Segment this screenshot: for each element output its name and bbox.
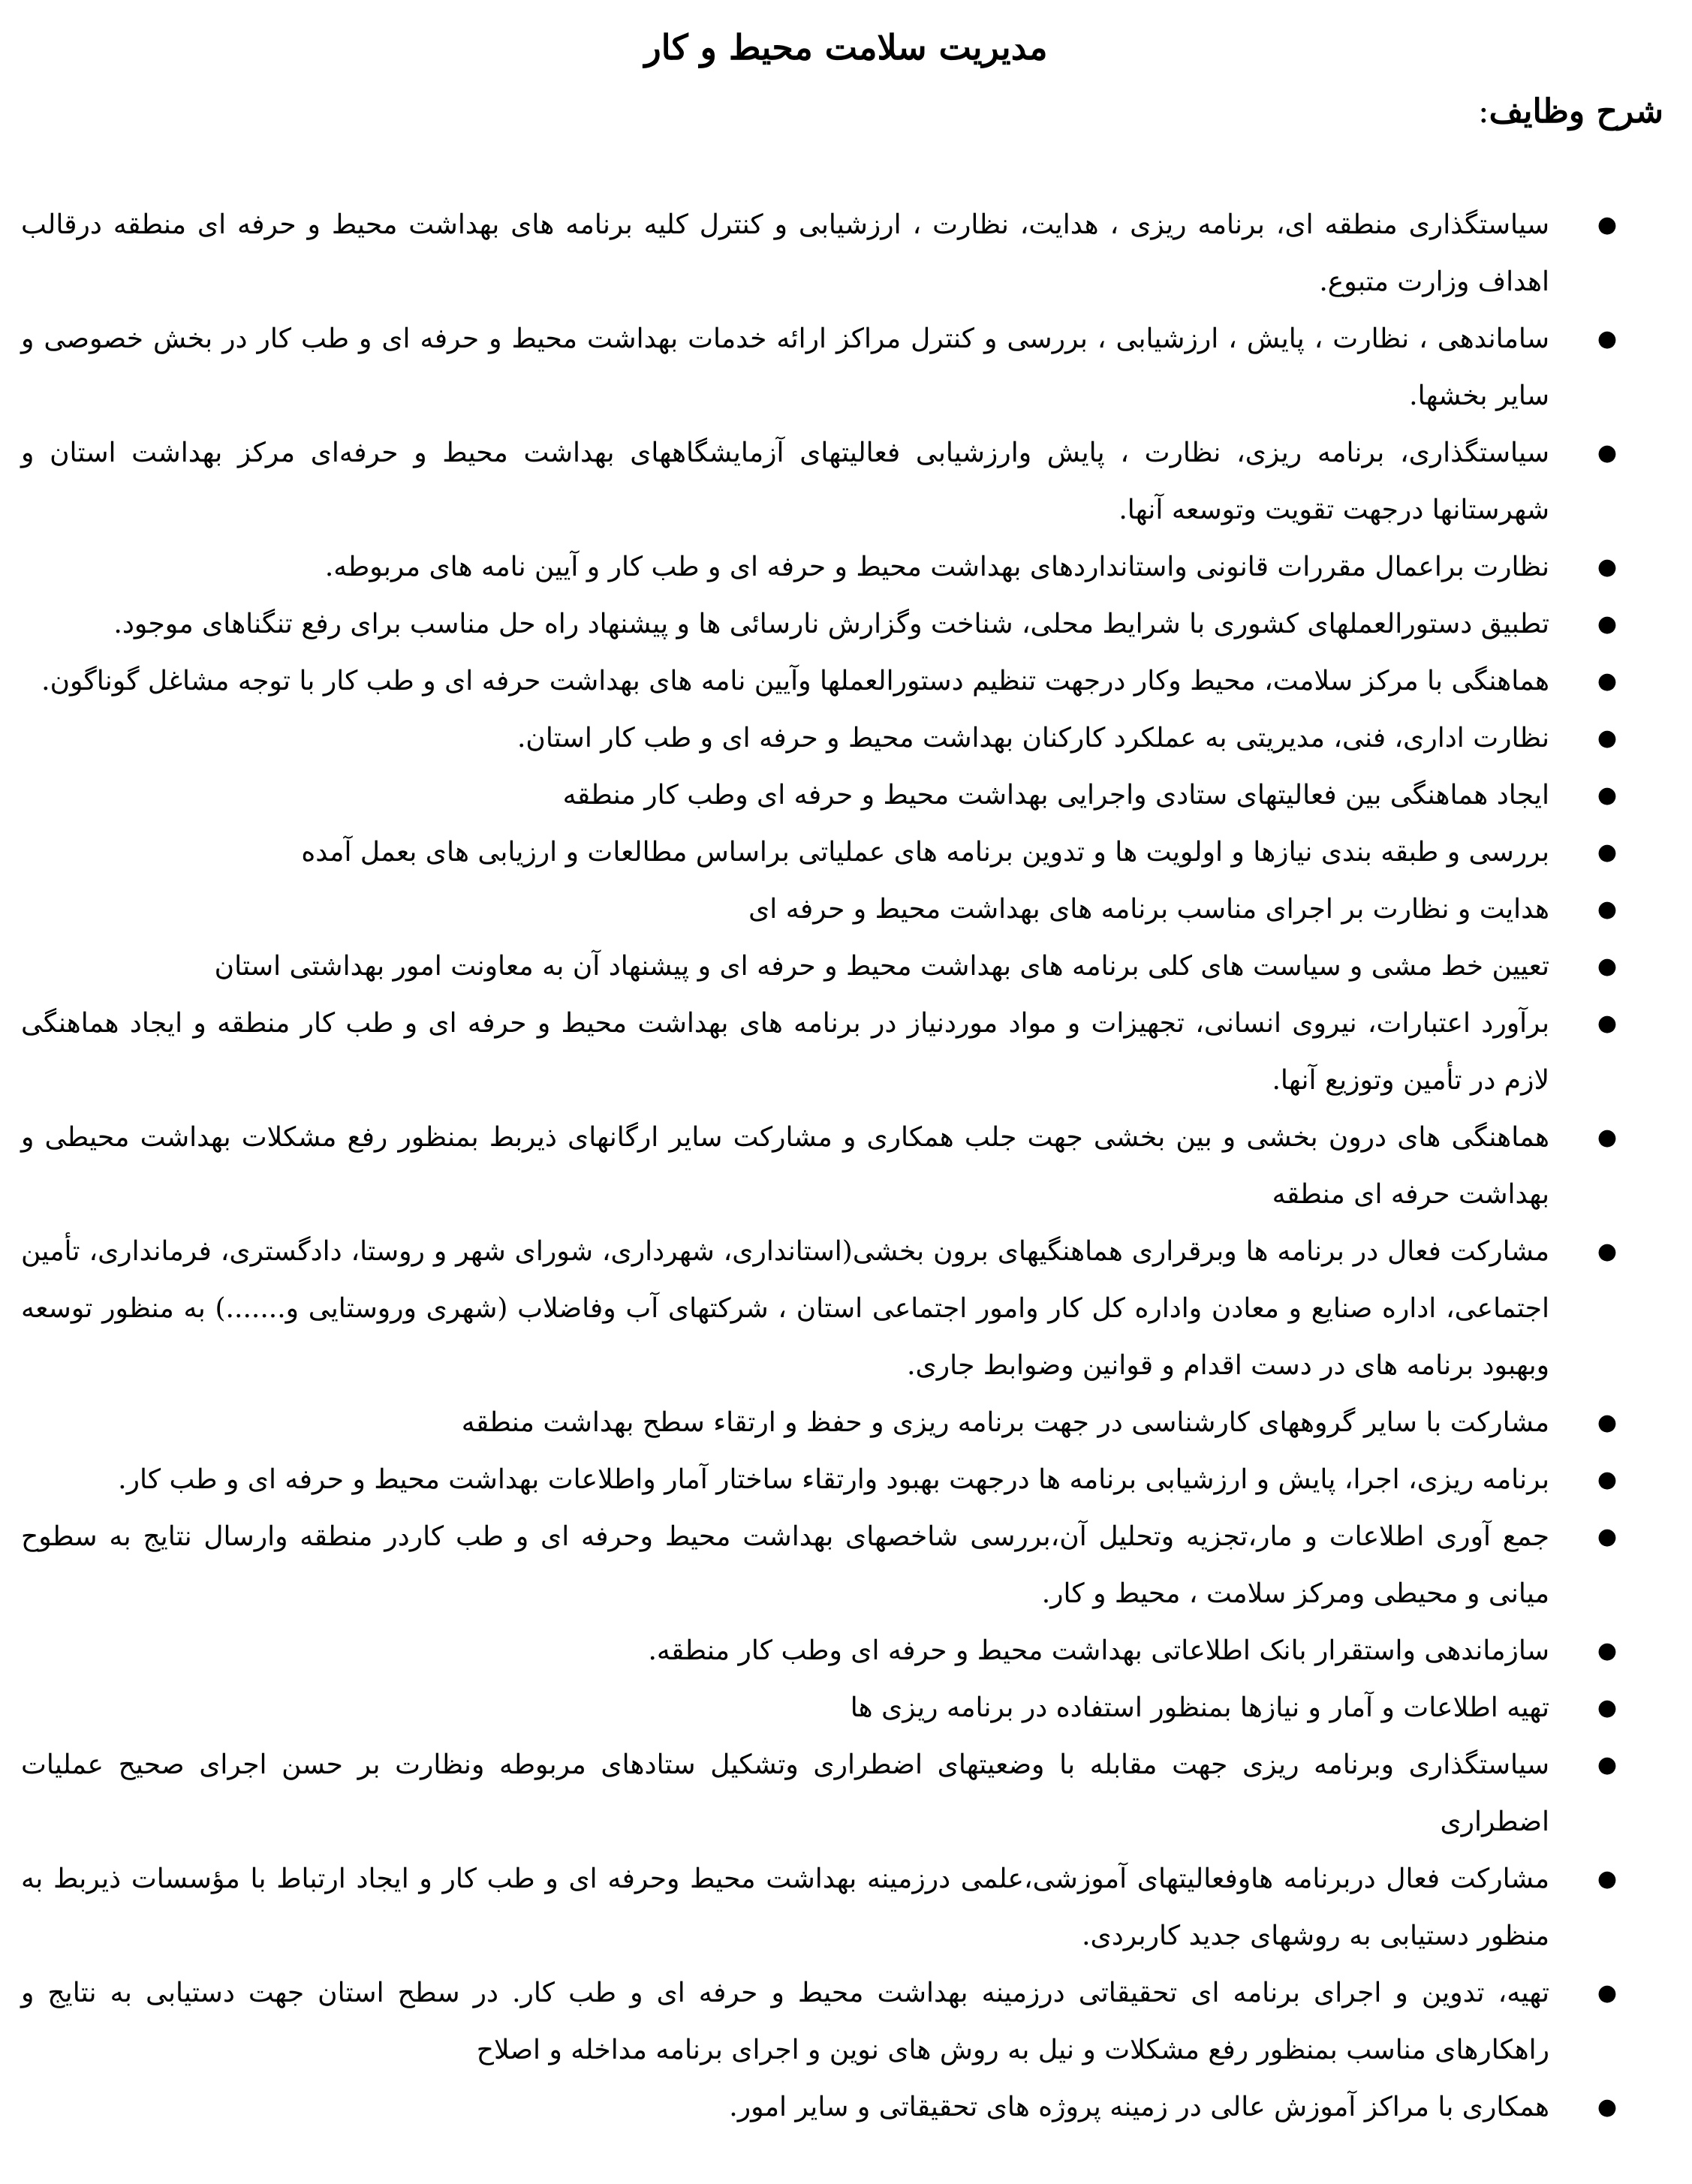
bullet-icon: ● [1597,326,1617,352]
bullet-icon: ● [1597,725,1617,751]
duty-text: ساماندهی ، نظارت ، پایش ، ارزشیابی ، بررسی و کنترل مراکز ارائه خدمات بهداشت محیط و حرفه ای و طب کار در بخش خصوصی و سایر بخشها. [21,323,1549,411]
bullet-icon: ● [1597,1752,1617,1778]
duty-text: سیاستگذاری وبرنامه ریزی جهت مقابله با وضعیتهای اضطراری وتشکیل ستادهای مربوطه ونظارت بر حسن اجرای صحیح عملیات اضطراری [21,1749,1549,1837]
section-heading-colon: : [1477,92,1489,131]
duty-text: بررسی و طبقه بندی نیازها و اولویت ها و تدوین برنامه های عملیاتی براساس مطالعات و ارزیابی های بعمل آمده [301,837,1549,868]
section-heading [1478,86,1663,138]
duty-item [0,425,1692,539]
duty-item [0,1965,1692,2079]
duty-text: نظارت براعمال مقررات قانونی واستانداردهای بهداشت محیط و حرفه ای و طب کار و آیین نامه های مربوطه. [324,552,1549,582]
bullet-icon: ● [1597,212,1617,238]
duty-text: تعیین خط مشی و سیاست های کلی برنامه های بهداشت محیط و حرفه ای و پیشنهاد آن به معاونت امور بهداشتی استان [214,951,1549,982]
duty-item [0,1223,1692,1394]
duty-item [0,1851,1692,1965]
duty-item [0,995,1692,1109]
duty-text: مشارکت فعال در برنامه ها وبرقراری هماهنگیهای برون بخشی(استانداری، شهرداری، شورای شهر و روستا، دادگستری، فرمانداری، تأمین اجتماعی، اداره صنایع و معادن واداره کل کار وامور اجتماعی استان ، شرکتهای آب وفاضلاب (شهری وروستایی و.......) به منظور توسعه وبهبود برنامه های در دست اقدام و قوانین وضوابط جاری. [21,1236,1549,1381]
bullet-icon: ● [1597,1409,1617,1436]
duty-item [0,653,1692,710]
duty-text: نظارت اداری، فنی، مدیریتی به عملکرد کارکنان بهداشت محیط و حرفه ای و طب کار استان. [516,723,1549,754]
bullet-icon: ● [1597,440,1617,466]
bullet-icon: ● [1597,611,1617,637]
duty-text: تهیه، تدوین و اجرای برنامه ای تحقیقاتی درزمینه بهداشت محیط و حرفه ای و طب کار. در سطح استان جهت دستیابی به نتایج و راهکارهای مناسب بمنظور رفع مشکلات و نیل به روش های نوین و اجرای برنامه مداخله و اصلاح [21,1978,1549,2065]
duty-item [0,539,1692,596]
duty-item [0,1394,1692,1451]
duty-text: هدایت و نظارت بر اجرای مناسب برنامه های بهداشت محیط و حرفه ای [748,894,1549,925]
duty-text: جمع آوری اطلاعات و مار،تجزیه وتحلیل آن،بررسی شاخصهای بهداشت محیط وحرفه ای و طب کاردر منطقه وارسال نتایج به سطوح میانی و محیطی ومرکز سلامت ، محیط و کار. [21,1521,1549,1609]
duty-text: تهیه اطلاعات و آمار و نیازها بمنظور استفاده در برنامه ریزی ها [850,1692,1549,1723]
duty-item [0,1509,1692,1623]
duty-item [0,938,1692,995]
duty-item [0,1109,1692,1223]
duty-text: سازماندهی واستقرار بانک اطلاعاتی بهداشت محیط و حرفه ای وطب کار منطقه. [648,1635,1549,1666]
duty-item [0,197,1692,311]
section-heading-text: شرح وظایف [1489,92,1663,131]
duty-text: تطبیق دستورالعملهای کشوری با شرایط محلی، شناخت وگزارش نارسائی ها و پیشنهاد راه حل مناسب برای رفع تنگناهای موجود. [113,609,1549,639]
duty-item [0,881,1692,938]
duty-text: سیاستگذاری، برنامه ریزی، نظارت ، پایش وارزشیابی فعالیتهای آزمایشگاههای بهداشت محیط و حرفه‌ای مرکز بهداشت استان و شهرستانها درجهت تقویت وتوسعه آنها. [21,438,1549,525]
duty-text: مشارکت فعال دربرنامه هاوفعالیتهای آموزشی،علمی درزمینه بهداشت محیط وحرفه ای و طب کار و ایجاد ارتباط با مؤسسات ذیربط به منظور دستیابی به روشهای جدید کاربردی. [21,1864,1549,1951]
duty-text: هماهنگی های درون بخشی و بین بخشی جهت جلب همکاری و مشارکت سایر ارگانهای ذیربط بمنظور رفع مشکلات بهداشت محیطی و بهداشت حرفه ای منطقه [21,1122,1549,1210]
duty-item [0,1737,1692,1851]
bullet-icon: ● [1597,1695,1617,1721]
bullet-icon: ● [1597,1238,1617,1265]
duty-item [0,767,1692,824]
duty-item [0,1623,1692,1680]
bullet-icon: ● [1597,554,1617,580]
bullet-icon: ● [1597,1124,1617,1151]
bullet-icon: ● [1597,896,1617,922]
bullet-icon: ● [1597,1010,1617,1036]
duty-text: همکاری با مراکز آموزش عالی در زمینه پروژه های تحقیقاتی و سایر امور. [729,2092,1549,2122]
duty-text: مشارکت با سایر گروههای کارشناسی در جهت برنامه ریزی و حفظ و ارتقاء سطح بهداشت منطقه [461,1407,1549,1438]
duty-item [0,2079,1692,2136]
bullet-icon: ● [1597,1980,1617,2006]
bullet-icon: ● [1597,1638,1617,1664]
bullet-icon: ● [1597,953,1617,979]
duty-item [0,596,1692,653]
bullet-icon: ● [1597,668,1617,694]
bullet-icon: ● [1597,1467,1617,1493]
duty-item [0,710,1692,767]
duty-text: برآورد اعتبارات، نیروی انسانی، تجهیزات و مواد موردنیاز در برنامه های بهداشت محیط و حرفه ای و طب کار منطقه و ایجاد هماهنگی لازم در تأمین وتوزیع آنها. [21,1008,1549,1096]
duty-text: ایجاد هماهنگی بین فعالیتهای ستادی واجرایی بهداشت محیط و حرفه ای وطب کار منطقه [562,780,1549,811]
duty-text: هماهنگی با مرکز سلامت، محیط وکار درجهت تنظیم دستورالعملها وآیین نامه های بهداشت حرفه ای و طب کار با توجه مشاغل گوناگون. [41,666,1549,696]
page-title: مدیریت سلامت محیط و کار [644,27,1048,68]
bullet-icon: ● [1597,2094,1617,2120]
bullet-icon: ● [1597,839,1617,865]
duty-item [0,311,1692,425]
bullet-icon: ● [1597,1524,1617,1550]
duty-item [0,1680,1692,1737]
duty-text: برنامه ریزی، اجرا، پایش و ارزشیابی برنامه ها درجهت بهبود وارتقاء ساختار آمار واطلاعات بهداشت محیط و حرفه ای و طب کار. [118,1464,1549,1495]
duty-item [0,1451,1692,1509]
bullet-icon: ● [1597,1866,1617,1892]
duty-text: سیاستگذاری منطقه ای، برنامه ریزی ، هدایت، نظارت ، ارزشیابی و کنترل کلیه برنامه های بهداشت محیط و حرفه ای منطقه درقالب اهداف وزارت متبوع. [21,209,1549,297]
duty-item [0,824,1692,881]
duties-list [0,197,1692,2136]
bullet-icon: ● [1597,782,1617,808]
